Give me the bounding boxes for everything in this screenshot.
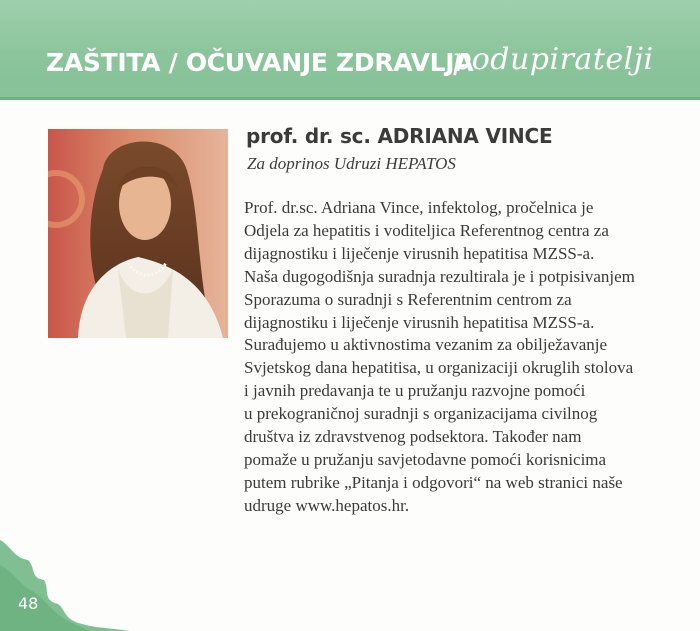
biography-line: Naša dugogodišnja suradnja rezultirala je i potpisivanjem [244, 266, 635, 286]
person-name: prof. dr. sc. ADRIANA VINCE [246, 124, 553, 148]
biography-line: Prof. dr.sc. Adriana Vince, infektolog, pročelnica je [244, 198, 594, 217]
section-title: ZAŠTITA / OČUVANJE ZDRAVLJA [46, 48, 474, 77]
biography-line: udruge www.hepatos.hr. [244, 495, 410, 515]
page-number: 48 [18, 594, 39, 613]
dedication-line: Za doprinos Udruzi HEPATOS [247, 154, 456, 173]
biography-line: Sporazuma o suradnji s Referentnim centrom za [244, 289, 572, 309]
section-subtitle: podupiratelji [452, 42, 654, 77]
header-divider [0, 97, 700, 100]
portrait-photo [48, 129, 228, 338]
biography-paragraph [244, 197, 684, 518]
biography-line: Surađujemo u aktivnostima vezanim za obilježavanje [244, 335, 608, 355]
biography-line: Svjetskog dana hepatitisa, u organizaciji okruglih stolova [244, 358, 634, 378]
biography-line: društva iz zdravstvenog podsektora. Također nam [244, 427, 582, 447]
corner-decoration [0, 520, 130, 631]
biography-line: pomaže u pružanju savjetodavne pomoći korisnicima [244, 449, 607, 469]
biography-line: u prekograničnoj suradnji s organizacijama civilnog [244, 404, 598, 424]
biography-line: i javnih predavanja te u pružanju razvojne pomoći [244, 381, 586, 401]
biography-line: dijagnostiku i liječenje virusnih hepatitisa MZSS-a. [244, 312, 595, 332]
biography-line: putem rubrike „Pitanja i odgovori“ na web stranici naše [244, 472, 623, 492]
biography-line: dijagnostiku i liječenje virusnih hepatitisa MZSS-a. [244, 243, 595, 263]
biography-line: Odjela za hepatitis i voditeljica Referentnog centra za [244, 220, 609, 240]
